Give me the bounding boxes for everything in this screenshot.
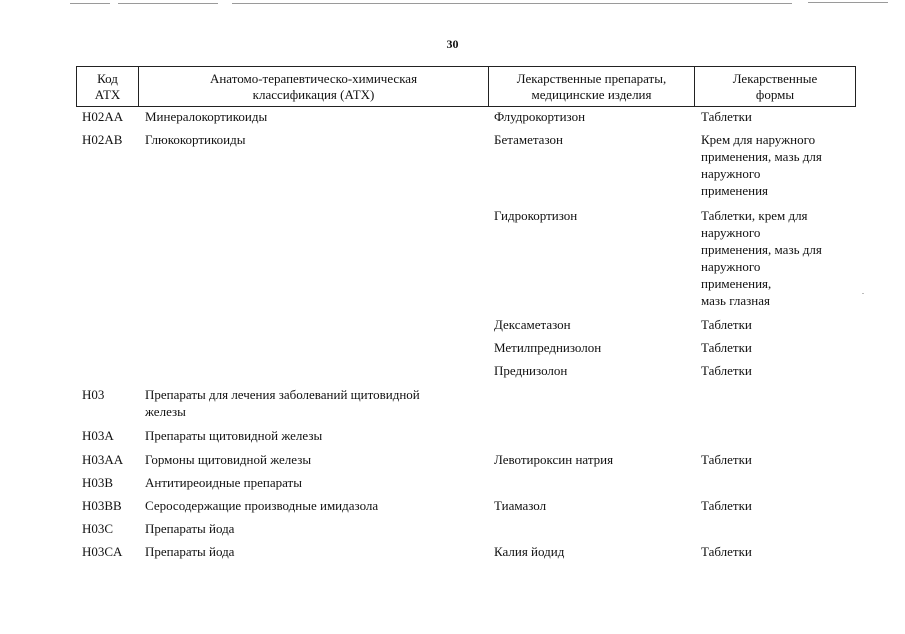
- scan-edge-line: [70, 3, 110, 4]
- scan-edge-line: [808, 2, 888, 3]
- row-classification: Глюкокортикоиды: [145, 132, 246, 147]
- row-drug: Метилпреднизолон: [494, 340, 602, 355]
- row-form: Таблетки: [701, 317, 752, 332]
- table-header: [76, 66, 856, 107]
- row-form: Крем для наружного применения, мазь для наружного применения: [701, 132, 822, 198]
- row-form: Таблетки, крем для наружного применения, мазь для наружного применения, мазь глазная: [701, 208, 822, 308]
- row-form: Таблетки: [701, 109, 752, 124]
- row-classification: Антитиреоидные препараты: [145, 475, 302, 490]
- header-drugs: Лекарственные препараты, медицинские изделия: [489, 67, 695, 106]
- row-classification: Гормоны щитовидной железы: [145, 452, 312, 467]
- header-code: Код АТХ: [77, 67, 139, 106]
- row-code: H03CA: [82, 544, 123, 559]
- row-classification: Препараты для лечения заболеваний щитовидной железы: [145, 387, 420, 419]
- row-form: Таблетки: [701, 452, 752, 467]
- header-forms: Лекарственные формы: [732, 70, 818, 102]
- row-form: Таблетки: [701, 498, 752, 513]
- row-classification: Серосодержащие производные имидазола: [145, 498, 379, 513]
- row-drug: Бетаметазон: [494, 132, 563, 147]
- header-classification: Анатомо-терапевтическо-химическая классификация (АТХ): [139, 67, 489, 106]
- row-drug: Гидрокортизон: [494, 208, 578, 223]
- row-code: H03BB: [82, 498, 122, 513]
- row-form: Таблетки: [701, 544, 752, 559]
- row-drug: Тиамазол: [494, 498, 547, 513]
- row-form: Таблетки: [701, 363, 752, 378]
- row-code: H02AA: [82, 109, 124, 124]
- row-code: H03AA: [82, 452, 124, 467]
- row-code: H03: [82, 387, 105, 402]
- row-drug: Преднизолон: [494, 363, 568, 378]
- row-drug: Флудрокортизон: [494, 109, 586, 124]
- row-form: Таблетки: [701, 340, 752, 355]
- scan-edge-line: [232, 3, 792, 4]
- row-classification: Препараты йода: [145, 544, 235, 559]
- row-classification: Препараты йода: [145, 521, 235, 536]
- row-code: H03B: [82, 475, 114, 490]
- row-drug: Дексаметазон: [494, 317, 571, 332]
- row-classification: Минералокортикоиды: [145, 109, 268, 124]
- row-classification: Препараты щитовидной железы: [145, 428, 323, 443]
- scan-edge-line: [118, 3, 218, 4]
- row-code: H02AB: [82, 132, 123, 147]
- row-drug: Калия йодид: [494, 544, 565, 559]
- scan-speck: [862, 293, 864, 294]
- page-number: 30: [446, 37, 459, 51]
- row-code: H03C: [82, 521, 114, 536]
- row-code: H03A: [82, 428, 114, 443]
- row-drug: Левотироксин натрия: [494, 452, 614, 467]
